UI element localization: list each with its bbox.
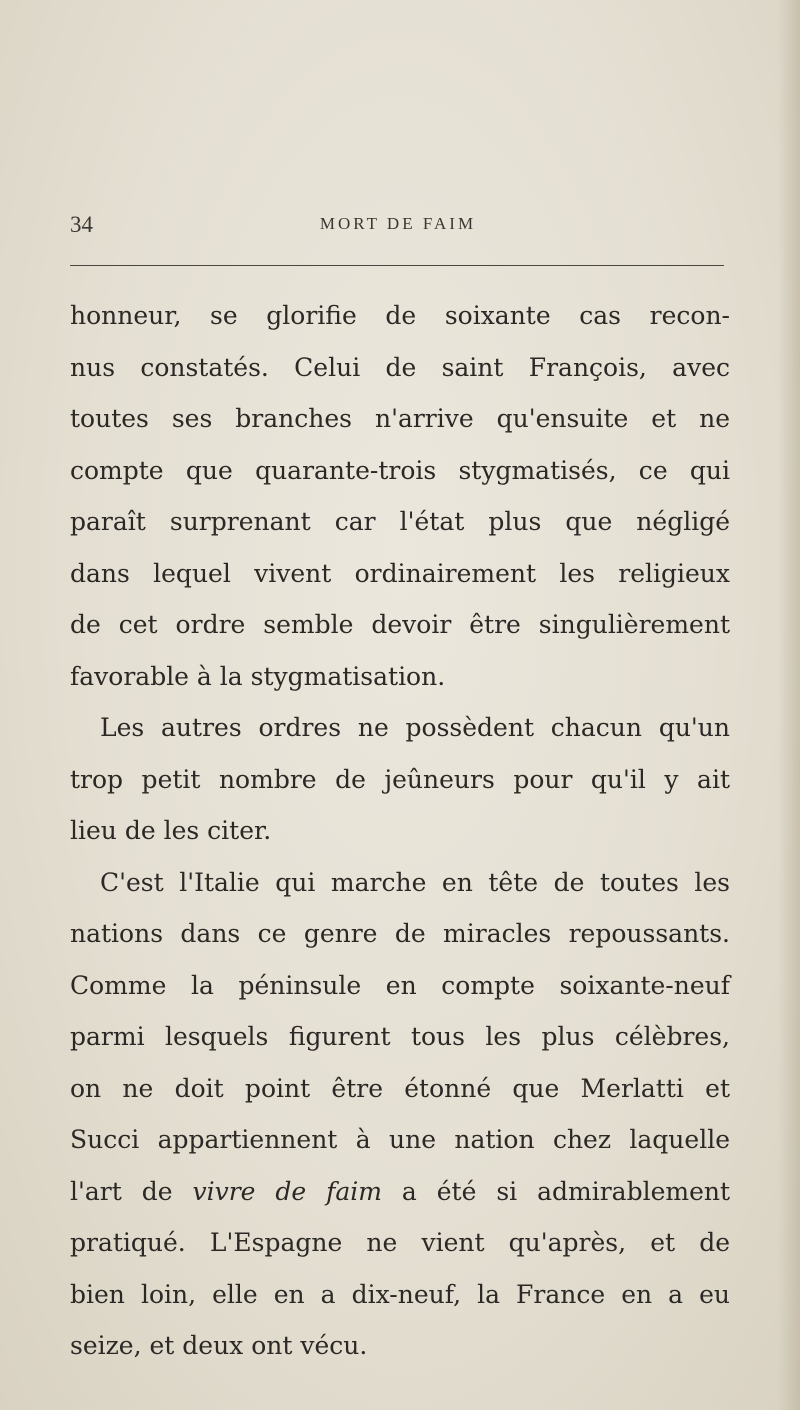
text-line: paraît surprenant car l'état plus que négligé	[70, 507, 730, 536]
text-line-with-italic	[70, 1166, 730, 1218]
paragraph-end-line: favorable à la stygmatisation.	[70, 661, 446, 691]
text-line: pratiqué. L'Espagne ne vient qu'après, et de	[70, 1228, 730, 1257]
paragraph-start-line: C'est l'Italie qui marche en tête de toutes les	[100, 867, 730, 897]
text-line: bien loin, elle en a dix-neuf, la France en a eu	[70, 1279, 730, 1309]
page-number: 34	[70, 212, 93, 237]
paragraph-end-line: lieu de les citer.	[70, 816, 272, 845]
text-line: Succi appartiennent à une nation chez laquelle	[70, 1125, 730, 1154]
text-line: nations dans ce genre de miracles repoussants.	[70, 919, 730, 948]
text-fragment: l'art de	[70, 1176, 193, 1206]
header-rule	[70, 265, 724, 266]
text-line: nus constatés. Celui de saint François, avec	[70, 352, 730, 382]
paragraph-end-line: seize, et deux ont vécu.	[70, 1331, 368, 1360]
body-text	[70, 290, 730, 1372]
text-line: toutes ses branches n'arrive qu'ensuite et ne	[70, 404, 730, 433]
paragraph-start-line: Les autres ordres ne possèdent chacun qu'un	[100, 713, 730, 742]
text-line: compte que quarante-trois stygmatisés, ce qui	[70, 455, 730, 485]
page-header	[70, 212, 726, 242]
text-line: dans lequel vivent ordinairement les religieux	[70, 558, 730, 588]
text-line: de cet ordre semble devoir être singulièrement	[70, 610, 730, 639]
text-line: honneur, se glorifie de soixante cas recon-	[70, 301, 730, 330]
text-fragment: a été si admirablement	[381, 1176, 731, 1206]
page-edge-shadow	[778, 0, 800, 1410]
text-line: on ne doit point être étonné que Merlatti et	[70, 1073, 730, 1103]
text-line: trop petit nombre de jeûneurs pour qu'il y ait	[70, 764, 730, 794]
running-title: MORT DE FAIM	[319, 214, 477, 233]
italic-phrase: vivre de faim	[192, 1176, 382, 1206]
text-line: Comme la péninsule en compte soixante-neuf	[70, 970, 730, 1000]
text-line: parmi lesquels figurent tous les plus célèbres,	[70, 1022, 730, 1051]
